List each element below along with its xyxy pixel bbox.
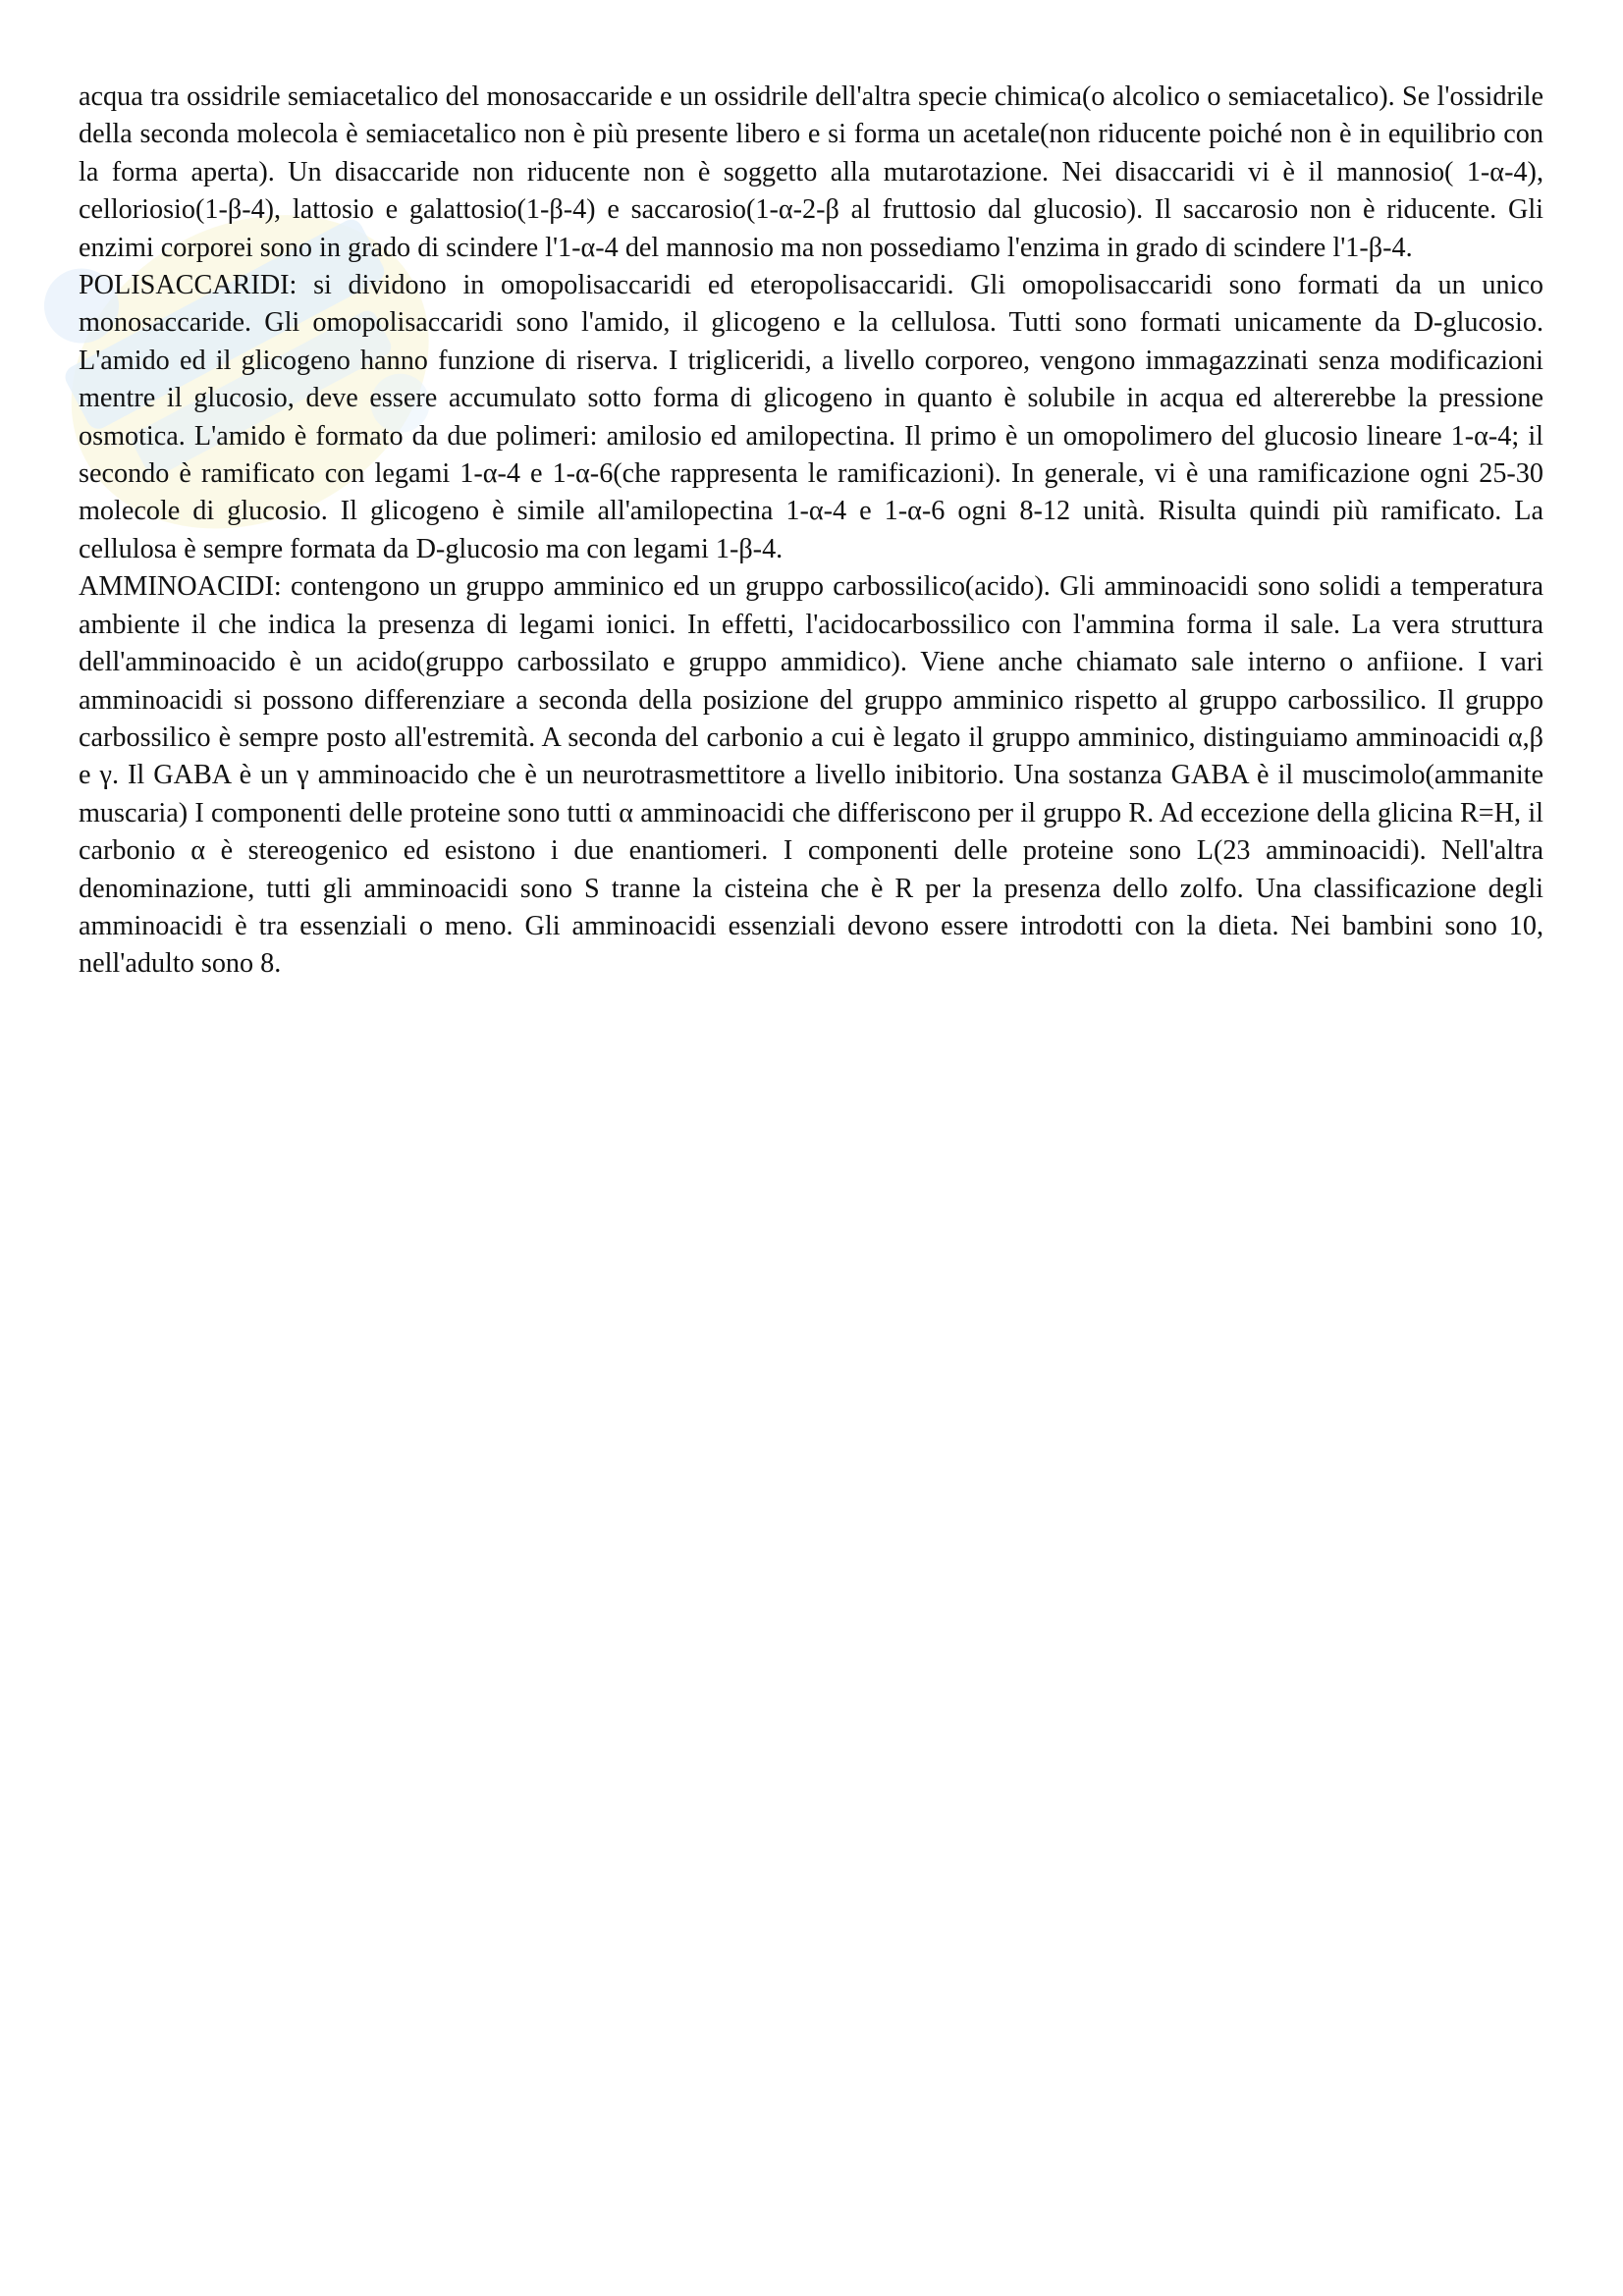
paragraph-disaccaridi: acqua tra ossidrile semiacetalico del monosaccaride e un ossidrile dell'altra specie chimica(o alcolico o semiacetalico). Se l'ossidrile della seconda molecola è semiacetalico non è più presente libero e si forma un acetale(non riducente poiché non è in equilibrio con la forma aperta). Un disaccaride non riducente non è soggetto alla mutarotazione. Nei disaccaridi vi è il mannosio( 1-α-4), celloriosio(1-β-4), lattosio e galattosio(1-β-4) e saccarosio(1-α-2-β al fruttosio dal glucosio). Il saccarosio non è riducente. Gli enzimi corporei sono in grado di scindere l'1-α-4 del mannosio ma non possediamo l'enzima in grado di scindere l'1-β-4.	[79, 81, 1543, 263]
document-body	[79, 79, 1543, 984]
paragraph-polisaccaridi: POLISACCARIDI: si dividono in omopolisaccaridi ed eteropolisaccaridi. Gli omopolisaccaridi sono formati da un unico monosaccaride. Gli omopolisaccaridi sono l'amido, il glicogeno e la cellulosa. Tutti sono formati unicamente da D-glucosio. L'amido ed il glicogeno hanno funzione di riserva. I trigliceridi, a livello corporeo, vengono immagazzinati senza modificazioni mentre il glucosio, deve essere accumulato sotto forma di glicogeno in quanto è solubile in acqua ed altererebbe la pressione osmotica. L'amido è formato da due polimeri: amilosio ed amilopectina. Il primo è un omopolimero del glucosio lineare 1-α-4; il secondo è ramificato con legami 1-α-4 e 1-α-6(che rappresenta le ramificazioni). In generale, vi è una ramificazione ogni 25-30 molecole di glucosio. Il glicogeno è simile all'amilopectina 1-α-4 e 1-α-6 ogni 8-12 unità. Risulta quindi più ramificato. La cellulosa è sempre formata da D-glucosio ma con legami 1-β-4.	[79, 270, 1543, 564]
paragraph-amminoacidi: AMMINOACIDI: contengono un gruppo amminico ed un gruppo carbossilico(acido). Gli amminoacidi sono solidi a temperatura ambiente il che indica la presenza di legami ionici. In effetti, l'acidocarbossilico con l'ammina forma il sale. La vera struttura dell'amminoacido è un acido(gruppo carbossilato e gruppo ammidico). Viene anche chiamato sale interno o anfiione. I vari amminoacidi si possono differenziare a seconda della posizione del gruppo amminico rispetto al gruppo carbossilico. Il gruppo carbossilico è sempre posto all'estremità. A seconda del carbonio a cui è legato il gruppo amminico, distinguiamo amminoacidi α,β e γ. Il GABA è un γ amminoacido che è un neurotrasmettitore a livello inibitorio. Una sostanza GABA è il muscimolo(ammanite muscaria) I componenti delle proteine sono tutti α amminoacidi che differiscono per il gruppo R. Ad eccezione della glicina R=H, il carbonio α è stereogenico ed esistono i due enantiomeri. I componenti delle proteine sono L(23 amminoacidi). Nell'altra denominazione, tutti gli amminoacidi sono S tranne la cisteina che è R per la presenza dello zolfo. Una classificazione degli amminoacidi è tra essenziali o meno. Gli amminoacidi essenziali devono essere introdotti con la dieta. Nei bambini sono 10, nell'adulto sono 8.	[79, 571, 1543, 980]
